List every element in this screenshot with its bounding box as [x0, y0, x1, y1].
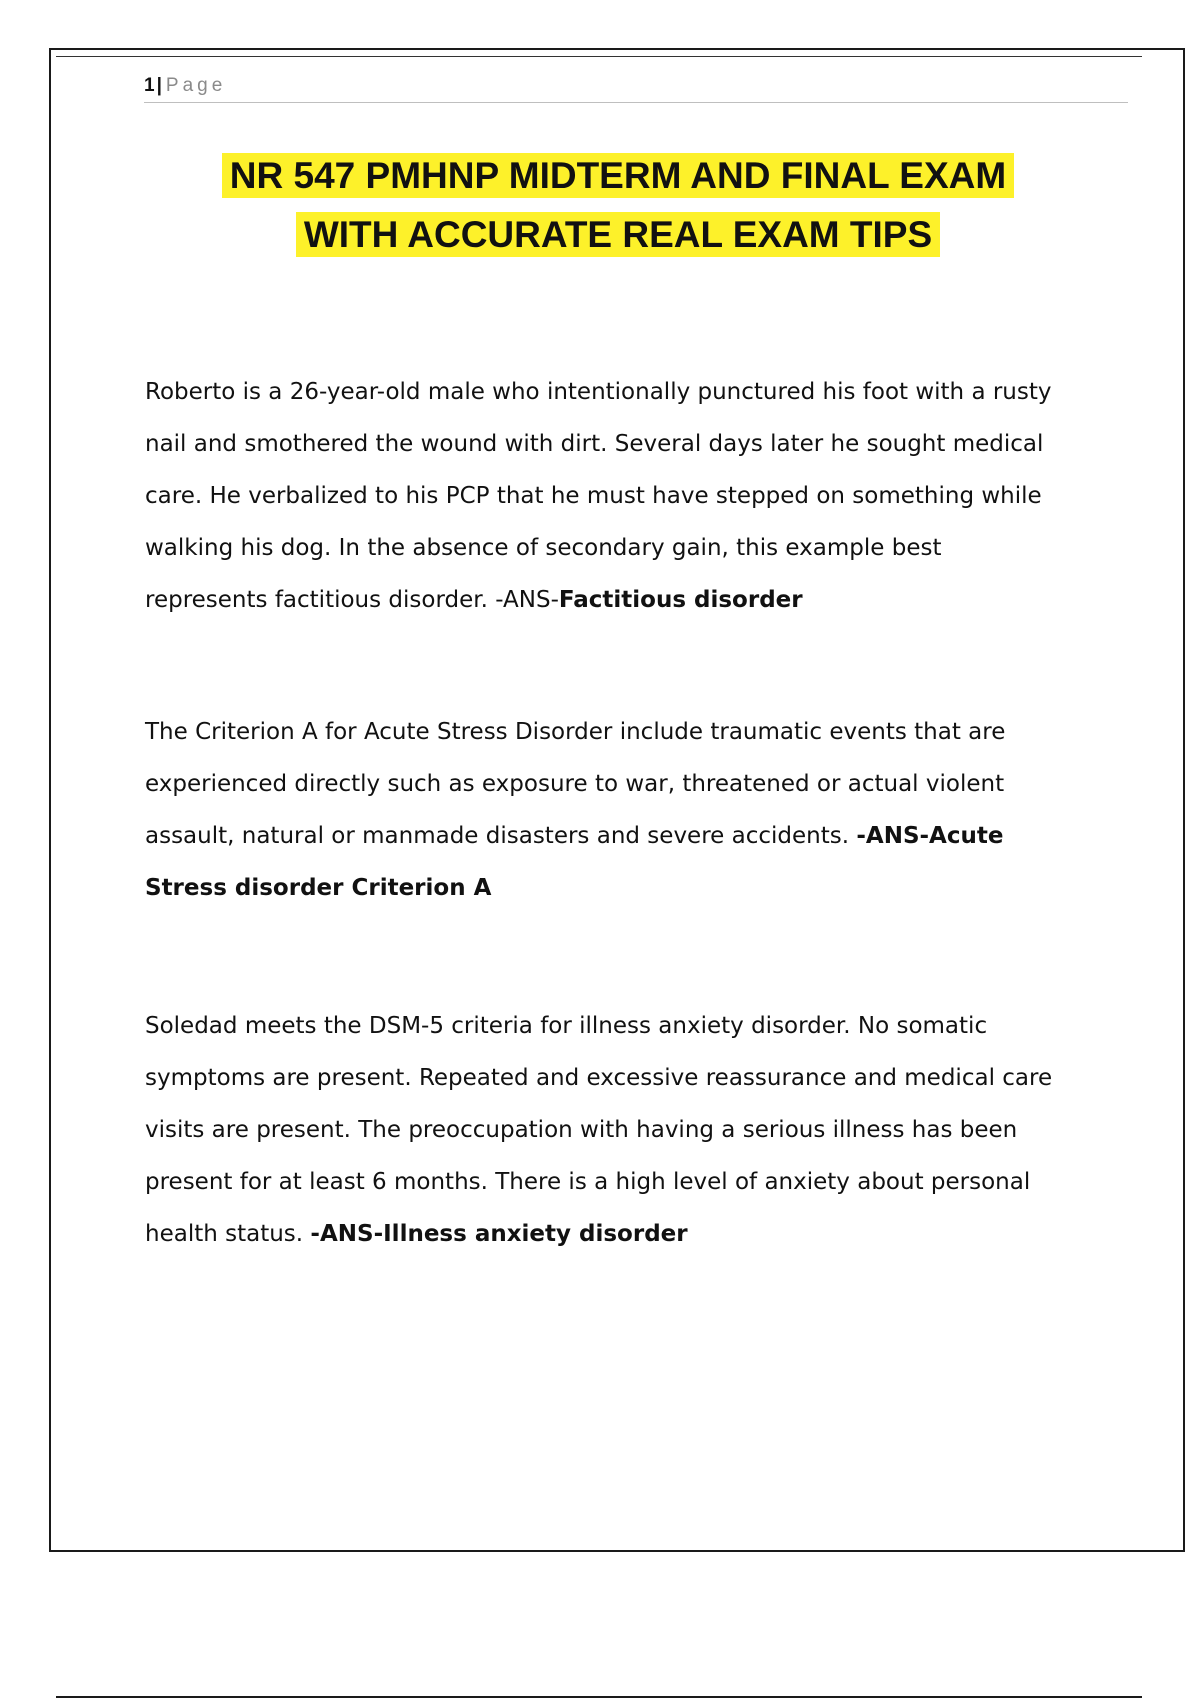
question-text: Roberto is a 26-year-old male who intentionally punctured his foot with a rusty nail and smothered the wound with dirt. Several days later he sought medical care. He verbalized to his PCP that he must have stepped on something while walking his dog. In the absence of secondary gain, this example best represents factitious disorder. -ANS- — [145, 379, 1052, 613]
page-label: Page — [165, 75, 227, 96]
answer-text: -ANS-Acute Stress disorder Criterion A — [145, 823, 1004, 901]
answer-text: Factitious disorder — [558, 587, 803, 613]
question-roberto — [145, 366, 1065, 626]
document-title — [144, 146, 1092, 264]
question-text: The Criterion A for Acute Stress Disorder include traumatic events that are experienced directly such as exposure to war, threatened or actual violent assault, natural or manmade disasters and severe accidents. — [145, 719, 1006, 849]
question-acute-stress — [145, 706, 1065, 914]
page-number: 1 — [144, 75, 155, 96]
header-top-rule — [56, 56, 1142, 57]
question-text: Soledad meets the DSM-5 criteria for illness anxiety disorder. No somatic symptoms are present. Repeated and excessive reassurance and medical care visits are present. The preoccupation with having a serious illness has been present for at least 6 months. There is a high level of anxiety about personal health status. — [145, 1013, 1053, 1247]
question-soledad — [145, 1000, 1065, 1260]
footer-rule — [56, 1696, 1142, 1698]
title-line-2: WITH ACCURATE REAL EXAM TIPS — [296, 212, 940, 257]
answer-text: -ANS-Illness anxiety disorder — [310, 1221, 688, 1247]
page-header — [144, 74, 1128, 103]
page-separator: | — [156, 75, 162, 96]
title-line-1: NR 547 PMHNP MIDTERM AND FINAL EXAM — [222, 153, 1014, 198]
